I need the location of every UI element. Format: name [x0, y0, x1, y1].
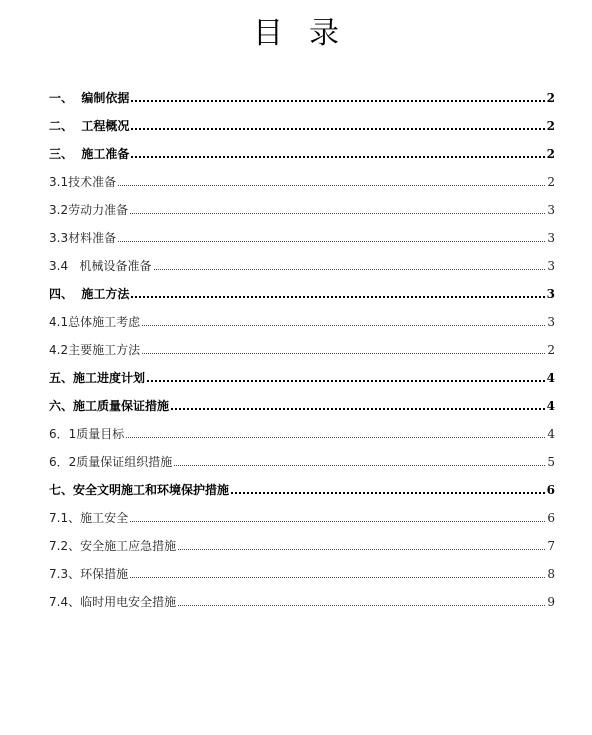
toc-entry-page-number: 2 — [546, 147, 555, 161]
toc-entry-label: 3.4 机械设备准备 — [49, 259, 152, 273]
toc-entry-label: 3.3材料准备 — [49, 231, 117, 245]
toc-entry-page-number: 3 — [547, 231, 555, 245]
toc-entry-page-number: 6 — [547, 511, 555, 525]
toc-entry-page-number: 9 — [547, 595, 555, 609]
dot-leader — [130, 521, 545, 522]
page-title: 目录 — [253, 16, 365, 51]
toc-entry-page-number: 2 — [546, 119, 555, 133]
toc-entry-page-number: 8 — [547, 567, 555, 581]
dot-leader — [131, 128, 544, 130]
toc-entry-page-number: 2 — [547, 175, 555, 189]
toc-entry[interactable] — [49, 220, 555, 248]
toc-entry-label: 六、施工质量保证措施 — [49, 399, 170, 413]
toc-entry[interactable] — [49, 80, 555, 108]
toc-entry[interactable] — [49, 388, 555, 416]
dot-leader — [142, 353, 545, 354]
toc-entry-label: 6．2质量保证组织措施 — [49, 455, 173, 469]
dot-leader — [178, 605, 545, 606]
toc-entry-label: 七、安全文明施工和环境保护措施 — [49, 483, 230, 497]
toc-entry-label: 7.4、临时用电安全措施 — [49, 595, 177, 609]
dot-leader — [118, 241, 545, 242]
toc-entry[interactable] — [49, 556, 555, 584]
dot-leader — [131, 156, 544, 158]
toc-entry[interactable] — [49, 304, 555, 332]
toc-entry-page-number: 7 — [547, 539, 555, 553]
toc-entry[interactable] — [49, 584, 555, 612]
toc-entry[interactable] — [49, 472, 555, 500]
dot-leader — [178, 549, 545, 550]
toc-entry[interactable] — [49, 276, 555, 304]
dot-leader — [118, 185, 545, 186]
toc-entry-label: 3.1技术准备 — [49, 175, 117, 189]
dot-leader — [126, 437, 545, 438]
toc-entry-label: 4.2主要施工方法 — [49, 343, 141, 357]
toc-entry-label: 4.1总体施工考虑 — [49, 315, 141, 329]
toc-entry-page-number: 4 — [547, 427, 555, 441]
toc-entry-page-number: 2 — [546, 91, 555, 105]
dot-leader — [131, 100, 544, 102]
toc-entry[interactable] — [49, 444, 555, 472]
toc-entry-label: 四、 施工方法 — [49, 287, 130, 301]
toc-entry[interactable] — [49, 416, 555, 444]
dot-leader — [142, 325, 545, 326]
toc-entry[interactable] — [49, 164, 555, 192]
dot-leader — [130, 213, 545, 214]
dot-leader — [131, 296, 544, 298]
dot-leader — [154, 269, 546, 270]
toc-entry-label: 7.1、施工安全 — [49, 511, 129, 525]
toc-entry[interactable] — [49, 500, 555, 528]
toc-entry-label: 五、施工进度计划 — [49, 371, 146, 385]
toc-entry-label: 二、 工程概况 — [49, 119, 130, 133]
toc-entry-page-number: 5 — [547, 455, 555, 469]
toc-entry-label: 三、 施工准备 — [49, 147, 130, 161]
toc-entry-page-number: 2 — [547, 343, 555, 357]
toc-entry[interactable] — [49, 332, 555, 360]
toc-entry-page-number: 3 — [546, 287, 555, 301]
toc-entry-page-number: 4 — [546, 399, 555, 413]
dot-leader — [130, 577, 545, 578]
table-of-contents — [49, 80, 555, 612]
dot-leader — [231, 492, 545, 494]
toc-entry-page-number: 4 — [546, 371, 555, 385]
toc-entry[interactable] — [49, 192, 555, 220]
toc-entry[interactable] — [49, 360, 555, 388]
toc-entry-label: 6．1质量目标 — [49, 427, 125, 441]
toc-entry[interactable] — [49, 528, 555, 556]
dot-leader — [147, 380, 545, 382]
toc-entry[interactable] — [49, 248, 555, 276]
dot-leader — [174, 465, 545, 466]
toc-entry-page-number: 3 — [547, 203, 555, 217]
toc-entry-label: 一、 编制依据 — [49, 91, 130, 105]
toc-entry-page-number: 3 — [547, 259, 555, 273]
toc-entry-label: 7.3、环保措施 — [49, 567, 129, 581]
toc-entry[interactable] — [49, 136, 555, 164]
dot-leader — [171, 408, 545, 410]
toc-entry-page-number: 3 — [547, 315, 555, 329]
toc-entry[interactable] — [49, 108, 555, 136]
toc-entry-page-number: 6 — [546, 483, 555, 497]
toc-entry-label: 3.2劳动力准备 — [49, 203, 129, 217]
toc-entry-label: 7.2、安全施工应急措施 — [49, 539, 177, 553]
